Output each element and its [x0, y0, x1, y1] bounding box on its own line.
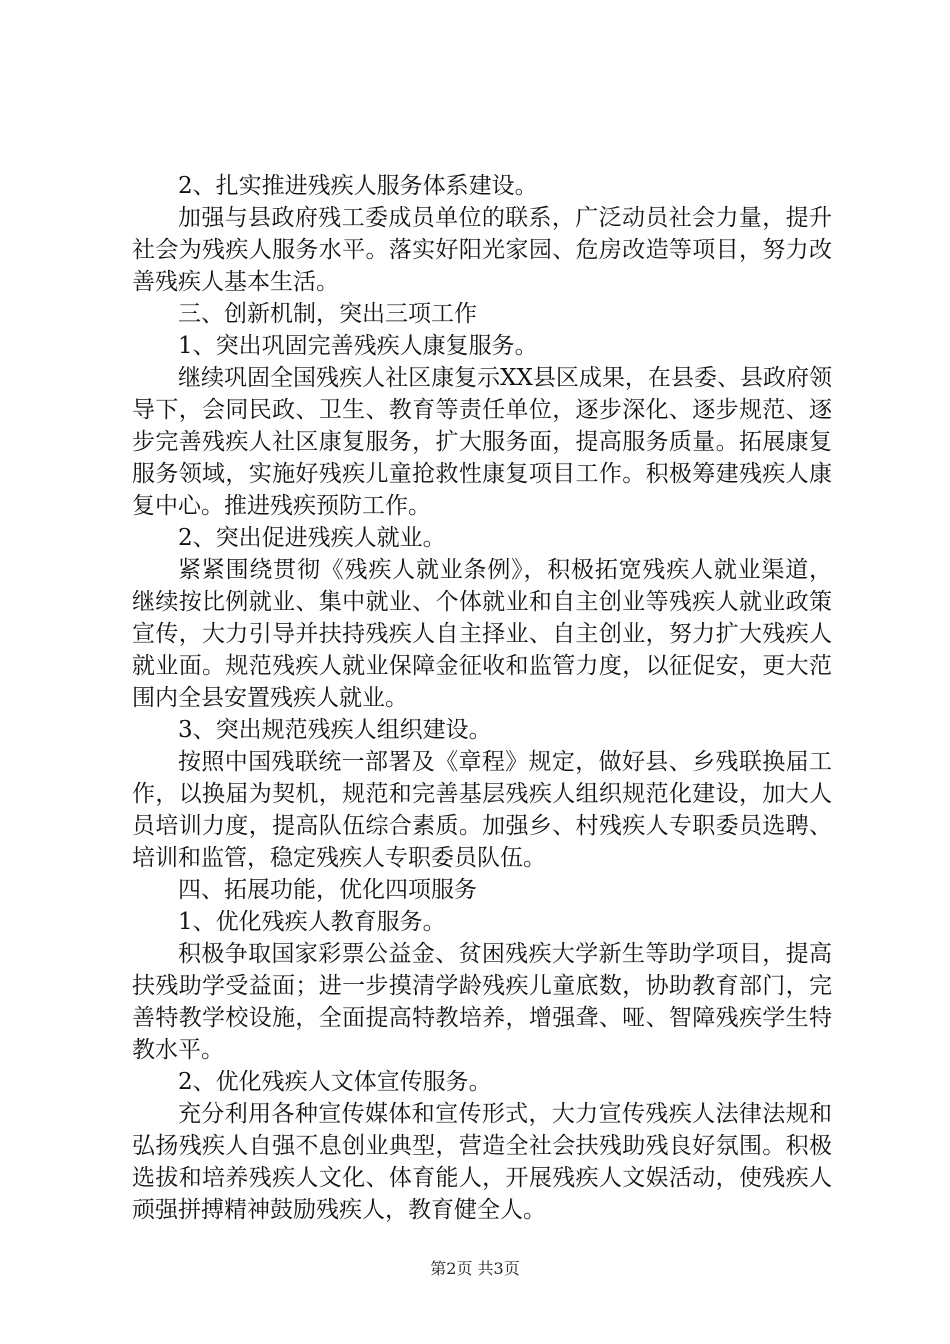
- body-paragraph: 积极争取国家彩票公益金、贫困残疾大学新生等助学项目，提高扶残助学受益面；进一步摸清学龄残疾儿童底数，协助教育部门，完善特教学校设施，全面提高特教培养，增强聋、哑、智障残疾学生特教水平。: [132, 941, 832, 1063]
- section-heading: 三、创新机制，突出三项工作: [178, 301, 477, 327]
- section-heading: 四、拓展功能，优化四项服务: [178, 877, 477, 903]
- section-heading: 1、优化残疾人教育服务。: [178, 909, 446, 935]
- page-footer: [0, 1259, 950, 1279]
- body-paragraph: 充分利用各种宣传媒体和宣传形式，大力宣传残疾人法律法规和弘扬残疾人自强不息创业典型，营造全社会扶残助残良好氛围。积极选拔和培养残疾人文化、体育能人，开展残疾人文娱活动，使残疾人顽强拼搏精神鼓励残疾人，教育健全人。: [132, 1101, 832, 1223]
- body-paragraph: 继续巩固全国残疾人社区康复示XX县区成果，在县委、县政府领导下，会同民政、卫生、教育等责任单位，逐步深化、逐步规范、逐步完善残疾人社区康复服务，扩大服务面，提高服务质量。拓展康复服务领域，实施好残疾儿童抢救性康复项目工作。积极筹建残疾人康复中心。推进残疾预防工作。: [132, 365, 832, 519]
- body-paragraph: 加强与县政府残工委成员单位的联系，广泛动员社会力量，提升社会为残疾人服务水平。落实好阳光家园、危房改造等项目，努力改善残疾人基本生活。: [132, 205, 832, 295]
- section-heading: 1、突出巩固完善残疾人康复服务。: [178, 333, 538, 359]
- page-number-label: 第2页 共3页: [430, 1259, 520, 1278]
- body-paragraph: 按照中国残联统一部署及《章程》规定，做好县、乡残联换届工作，以换届为契机，规范和完善基层残疾人组织规范化建设，加大人员培训力度，提高队伍综合素质。加强乡、村残疾人专职委员选聘、培训和监管，稳定残疾人专职委员队伍。: [132, 749, 832, 871]
- section-heading: 3、突出规范残疾人组织建设。: [178, 717, 492, 743]
- section-heading: 2、突出促进残疾人就业。: [178, 525, 446, 551]
- document-body: [132, 170, 832, 1226]
- section-heading: 2、优化残疾人文体宣传服务。: [178, 1069, 492, 1095]
- body-paragraph: 紧紧围绕贯彻《残疾人就业条例》，积极拓宽残疾人就业渠道，继续按比例就业、集中就业、个体就业和自主创业等残疾人就业政策宣传，大力引导并扶持残疾人自主择业、自主创业，努力扩大残疾人就业面。规范残疾人就业保障金征收和监管力度，以征促安，更大范围内全县安置残疾人就业。: [132, 557, 832, 711]
- section-heading: 2、扎实推进残疾人服务体系建设。: [178, 173, 538, 199]
